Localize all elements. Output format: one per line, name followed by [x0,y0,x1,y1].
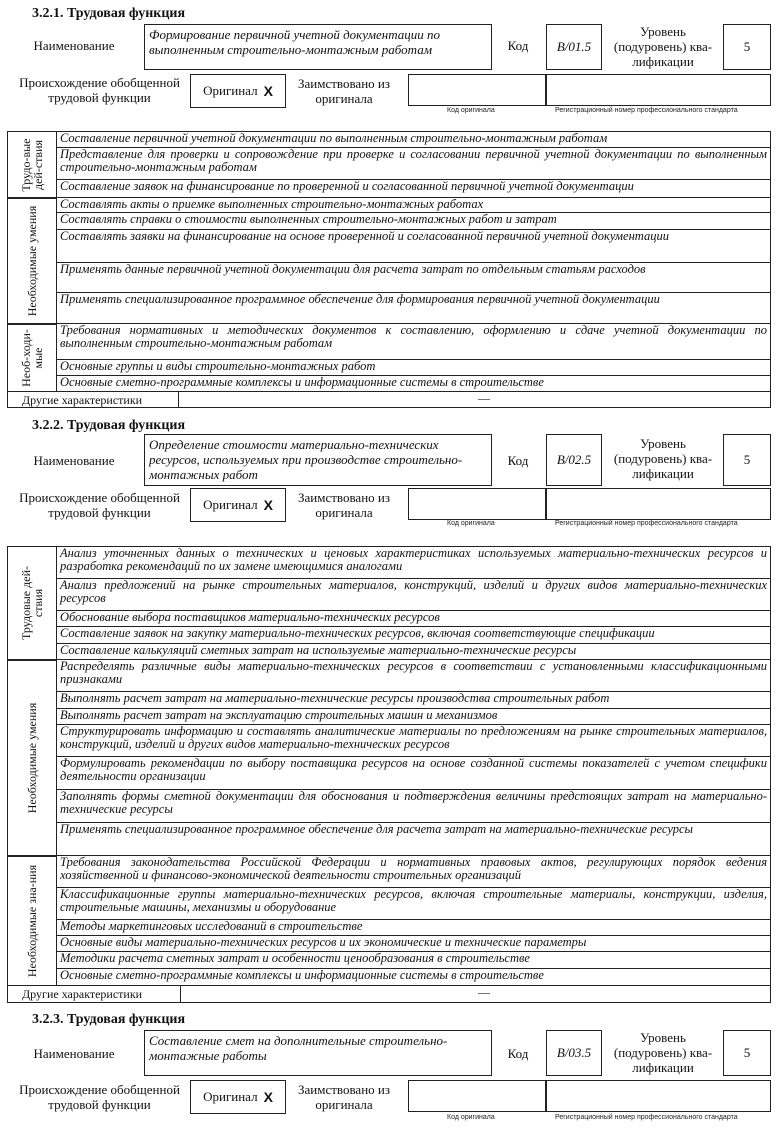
knowledge-row: Основные сметно-программные комплексы и информационные системы в строительстве [57,969,770,986]
reg-number-caption: Регистрационный номер профессионального стандарта [555,520,738,527]
original-mark: X [263,1089,273,1105]
knowledge-row: Требования нормативных и методических документов к составлению, оформлению и сдаче учетной документации по выполненным строительно-монтажным работам [57,324,770,360]
section-title: 3.2.3. Трудовая функция [32,1012,186,1027]
action-row: Составление калькуляций сметных затрат на используемые материально-технические ресурсы [57,644,770,660]
code-original-box [408,488,546,520]
reg-number-box [546,488,771,520]
action-row: Обоснование выбора поставщиков материально-технических ресурсов [57,611,770,627]
skill-row: Составлять акты о приемке выполненных строительно-монтажных работах [57,198,770,213]
skill-row: Структурировать информацию и составлять аналитические материалы по предложениям на рынке строительных материалов, конструкций, изделий и других видов материально-технических ресурсов [57,725,770,757]
category-skills-label: Необходимые умения [25,702,39,814]
skill-row: Распределять различные виды материально-технических ресурсов в соответствии с установленными классификационными признаками [57,660,770,692]
category-actions [7,546,57,660]
code-original-box [408,74,546,106]
original-mark: X [263,83,273,99]
category-actions-label: Трудо-вые дей-ствия [19,137,45,192]
category-knowledge [7,324,57,392]
skill-row: Выполнять расчет затрат на материально-технические ресурсы производства строительных работ [57,692,770,709]
original-box [190,488,286,522]
action-row: Составление заявок на закупку материально-технических ресурсов, включая соответствующие спецификации [57,627,770,644]
code-label: Код [507,38,529,53]
section-title: 3.2.1. Трудовая функция [32,6,186,21]
skill-row: Применять специализированное программное обеспечение для формирования первичной учетной документации [57,293,770,324]
level-value: 5 [723,434,771,486]
code-value: B/02.5 [546,434,602,486]
function-name: Определение стоимости материально-технических ресурсов, используемых при производстве строительно-монтажных работ [144,434,492,486]
skill-row: Заполнять формы сметной документации для обоснования и подтверждения величины предстоящих затрат на материально-технические ресурсы [57,790,770,823]
category-actions [7,131,57,198]
action-row: Представление для проверки и сопровождение при проверке и согласовании первичной учетной документации по выполненным строительно-монтажным работам [57,148,770,180]
original-box [190,74,286,108]
action-row: Составление заявок на финансирование по проверенной и согласованной первичной учетной документации [57,180,770,198]
knowledge-row: Классификационные группы материально-технических ресурсов, включая строительные материалы, конструкции, изделия, строительные машины, механизмы и оборудование [57,888,770,920]
category-actions-label: Трудовые дей-ствия [19,566,45,640]
knowledge-row: Основные сметно-программные комплексы и информационные системы в строительстве [57,376,770,392]
reg-number-caption: Регистрационный номер профессионального стандарта [555,107,738,114]
reg-number-caption: Регистрационный номер профессионального стандарта [555,1114,738,1121]
knowledge-row: Требования законодательства Российской Федерации и нормативных правовых актов, регулирующих порядок ведения хозяйственной и финансово-экономической деятельности строительных организаций [57,856,770,888]
section-title: 3.2.2. Трудовая функция [32,418,186,433]
name-label: Наименование [33,453,115,468]
function-name: Формирование первичной учетной документации по выполненным строительно-монтажным работам [144,24,492,70]
skill-row: Составлять справки о стоимости выполненных строительно-монтажных работ и затрат [57,213,770,230]
original-label: Оригинал [203,497,258,512]
original-label: Оригинал [203,1089,258,1104]
level-value: 5 [723,1030,771,1076]
category-knowledge [7,856,57,986]
skill-row: Применять специализированное программное обеспечение для расчета затрат на материально-технические ресурсы [57,823,770,856]
skill-row: Формулировать рекомендации по выбору поставщика ресурсов на основе созданной системы показателей с учетом специфики деятельности организации [57,757,770,790]
borrowed-label: Заимствовано из оригинала [297,490,390,520]
knowledge-row: Основные группы и виды строительно-монтажных работ [57,360,770,376]
other-characteristics-value: — [478,985,490,999]
function-name: Составление смет на дополнительные строительно-монтажные работы [144,1030,492,1076]
origin-label: Происхождение обобщенной трудовой функции [19,1082,180,1112]
code-value: B/03.5 [546,1030,602,1076]
action-row: Анализ уточненных данных о технических и ценовых характеристиках используемых материально-технических ресурсов и разработка рекомендаций по их замене имеющимися аналогами [57,547,770,579]
skill-row: Выполнять расчет затрат на эксплуатацию строительных машин и механизмов [57,709,770,725]
borrowed-label: Заимствовано из оригинала [297,76,390,106]
divider [180,986,181,1003]
other-characteristics-value: — [478,391,490,405]
other-characteristics-label: Другие характеристики [22,987,143,1001]
name-label: Наименование [33,38,115,53]
knowledge-row: Основные виды материально-технических ресурсов и их экономические и технические параметры [57,936,770,952]
origin-label: Происхождение обобщенной трудовой функции [19,75,180,105]
category-skills [7,198,57,324]
code-label: Код [507,453,529,468]
borrowed-label: Заимствовано из оригинала [297,1082,390,1112]
reg-number-box [546,74,771,106]
category-knowledge-label: Необходимые зна-ния [25,864,39,978]
original-label: Оригинал [203,83,258,98]
divider [178,392,179,408]
skill-row: Применять данные первичной учетной документации для расчета затрат по отдельным статьям расходов [57,263,770,293]
action-row: Составление первичной учетной документации по выполненным строительно-монтажным работам [57,132,770,148]
level-label: Уровень (подуровень) ква-лификации [613,436,713,481]
level-label: Уровень (подуровень) ква-лификации [613,24,713,69]
code-original-caption: Код оригинала [447,1114,495,1121]
original-mark: X [263,497,273,513]
skill-row: Составлять заявки на финансирование на основе проверенной и согласованной первичной учетной документации [57,230,770,263]
code-original-caption: Код оригинала [447,520,495,527]
action-row: Анализ предложений на рынке строительных материалов, конструкций, изделий и других видов материально-технических ресурсов [57,579,770,611]
knowledge-row: Методы маркетинговых исследований в строительстве [57,920,770,936]
category-skills-label: Необходимые умения [25,205,39,317]
code-label: Код [507,1046,529,1061]
category-skills [7,660,57,856]
name-label: Наименование [33,1046,115,1061]
code-value: B/01.5 [546,24,602,70]
origin-label: Происхождение обобщенной трудовой функции [19,490,180,520]
level-value: 5 [723,24,771,70]
original-box [190,1080,286,1114]
reg-number-box [546,1080,771,1112]
category-knowledge-label: Необ-ходи-мые [19,329,45,387]
level-label: Уровень (подуровень) ква-лификации [613,1030,713,1075]
other-characteristics-label: Другие характеристики [22,393,143,407]
code-original-box [408,1080,546,1112]
code-original-caption: Код оригинала [447,107,495,114]
knowledge-row: Методики расчета сметных затрат и особенности ценообразования в строительстве [57,952,770,969]
